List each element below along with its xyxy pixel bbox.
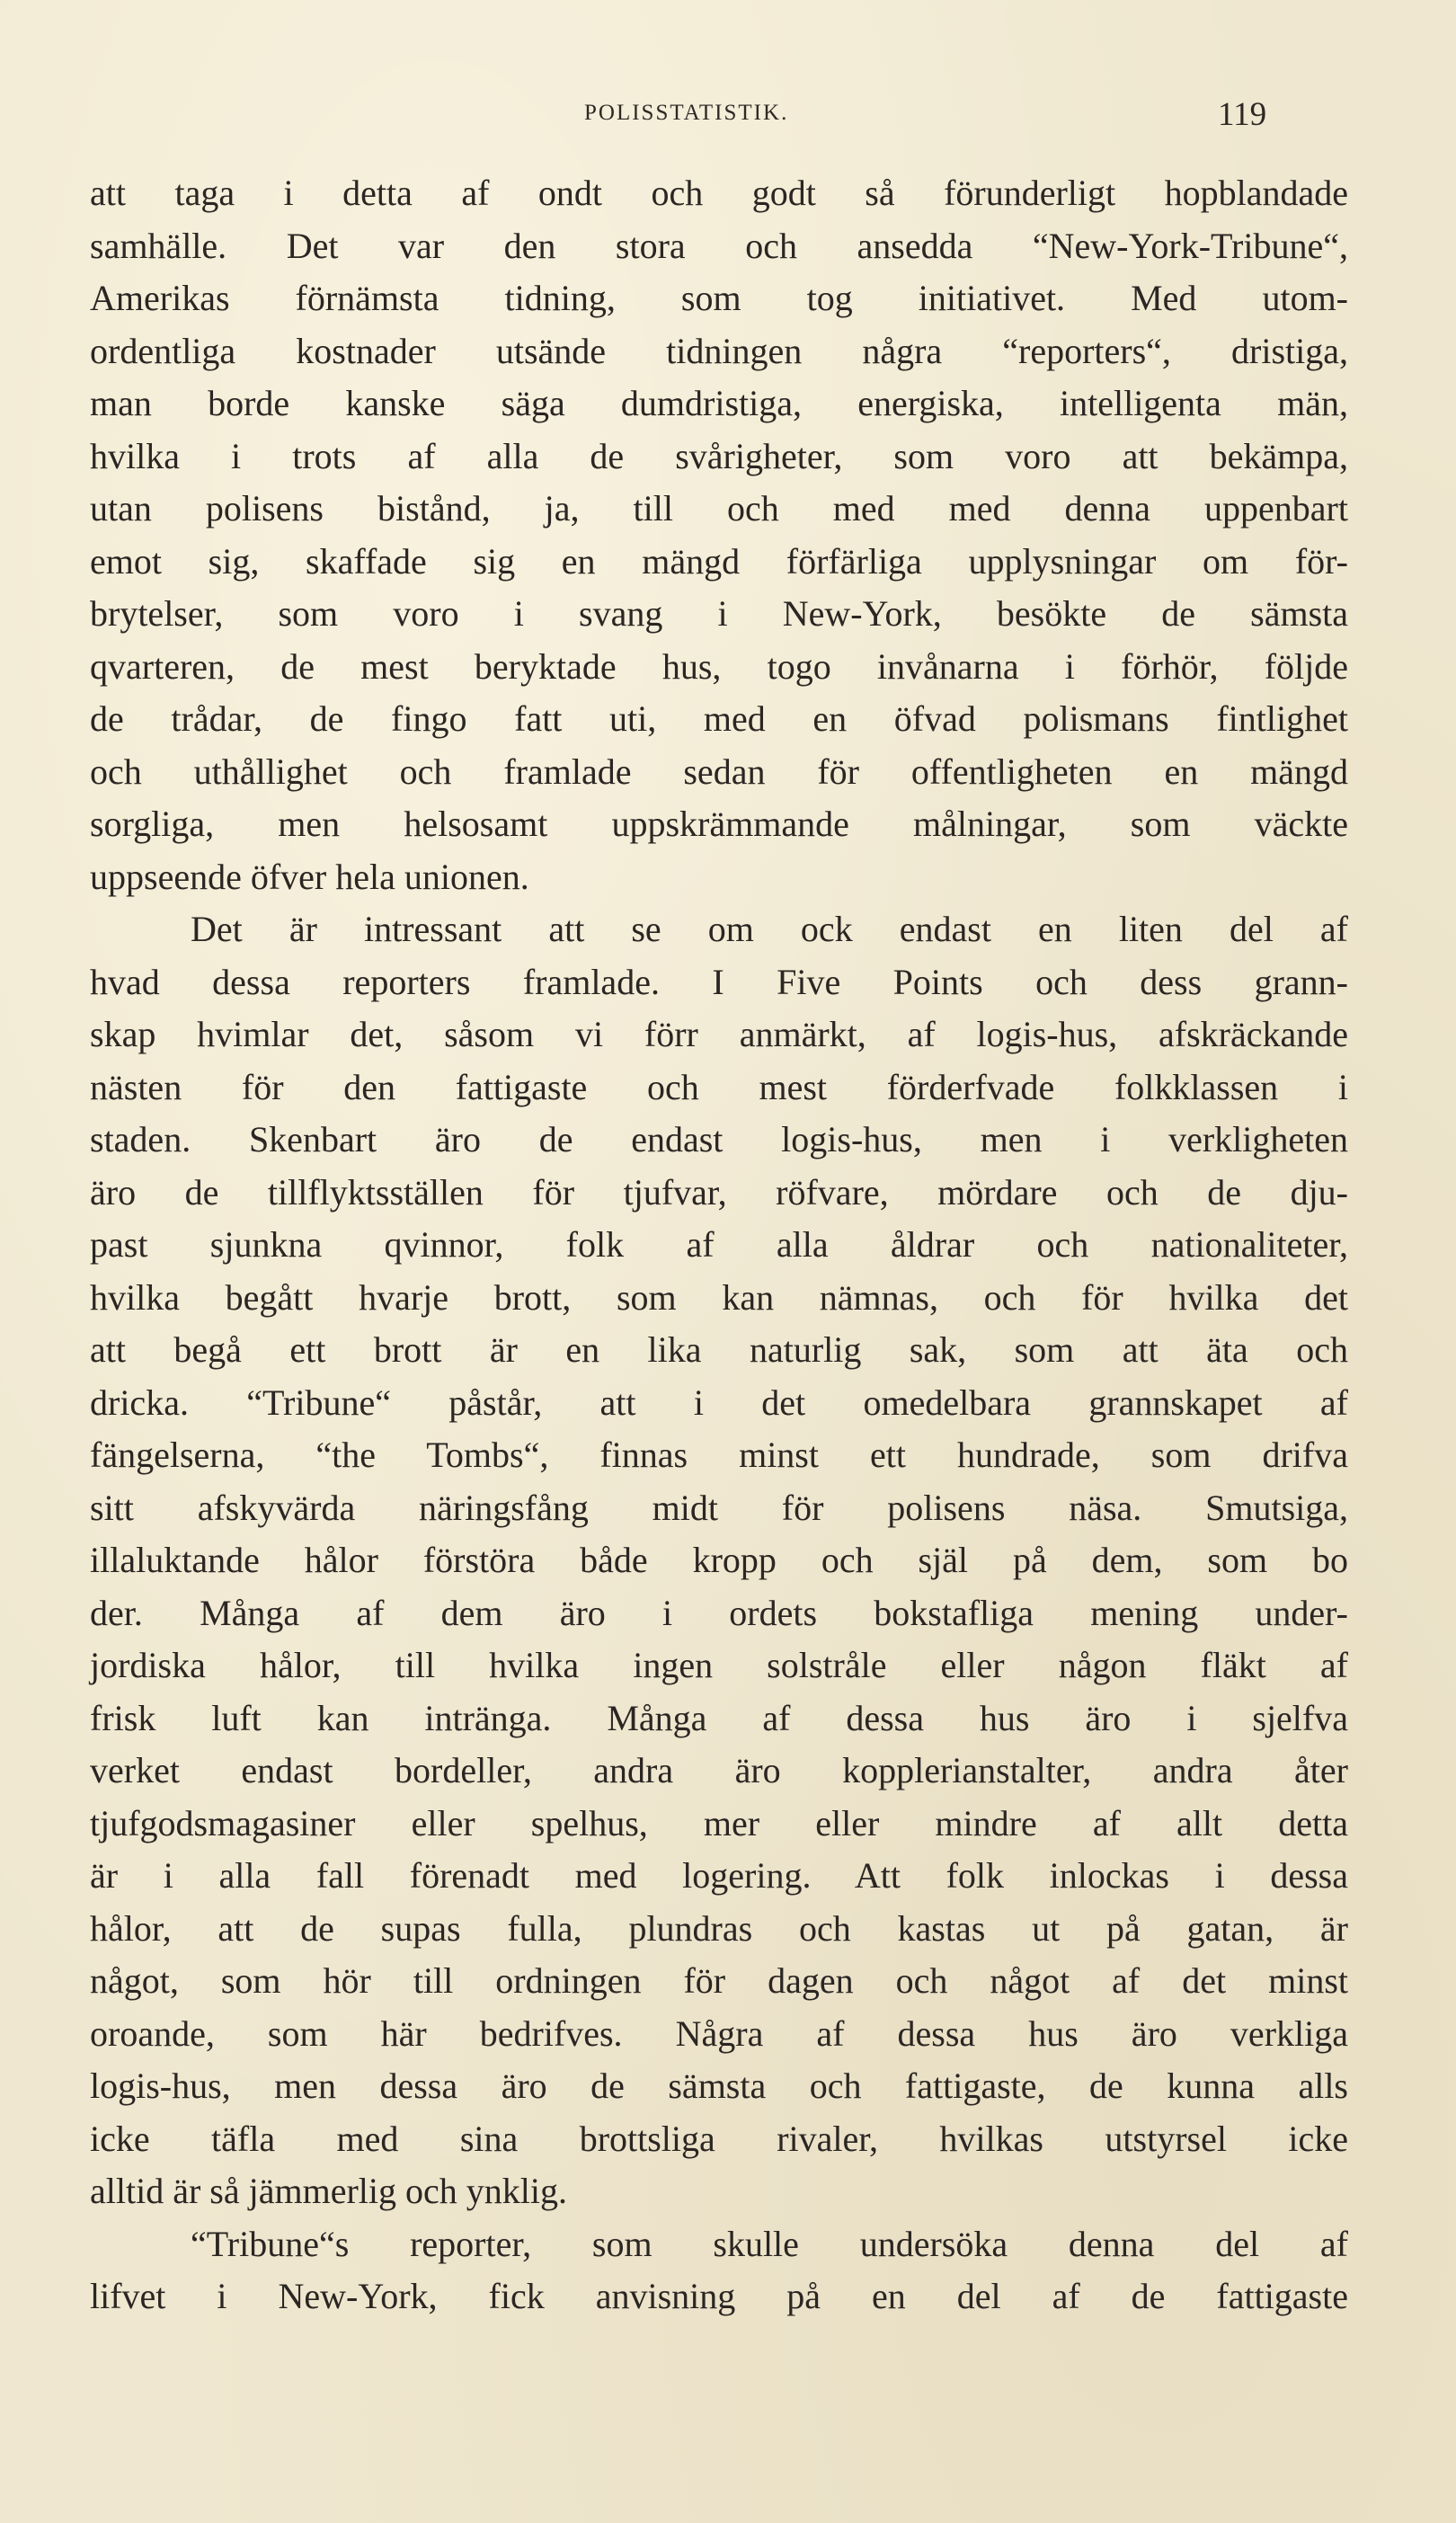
paragraph-end-line: uppseende öfver hela unionen. [90,856,529,897]
text-line: är i alla fall förenadt med logering. Att folk inlockas i dessa [90,1855,1348,1896]
text-line: logis-hus, men dessa äro de sämsta och fattigaste, de kunna alls [90,2065,1348,2106]
text-line: brytelser, som voro i svang i New-York, besökte de sämsta [90,593,1348,634]
text-line: sitt afskyvärda näringsfång midt för polisens näsa. Smutsiga, [90,1487,1348,1528]
text-line: nästen för den fattigaste och mest förderfvade folkklassen i [90,1066,1348,1107]
text-line: jordiska hålor, till hvilka ingen solstråle eller någon fläkt af [90,1645,1348,1685]
text-line: att begå ett brott är en lika naturlig sak, som att äta och [90,1329,1348,1370]
text-line: att taga i detta af ondt och godt så förunderligt hopblandade [90,173,1348,213]
body-text [90,167,1348,2323]
text-line: ordentliga kostnader utsände tidningen några “reporters“, dristiga, [90,330,1348,371]
text-line: qvarteren, de mest beryktade hus, togo invånarna i förhör, följde [90,645,1348,687]
text-line: hvilka i trots af alla de svårigheter, som voro att bekämpa, [90,435,1348,476]
text-line: icke täfla med sina brottsliga rivaler, hvilkas utstyrsel icke [90,2118,1348,2159]
text-line: och uthållighet och framlade sedan för offentligheten en mängd [90,751,1348,792]
text-line: verket endast bordeller, andra äro kopplerianstalter, andra åter [90,1750,1348,1790]
paragraph-start-line: Det är intressant att se om ock endast en liten del af [191,909,1348,949]
text-line: de trådar, de fingo fatt uti, med en öfvad polismans fintlighet [90,698,1348,739]
text-line: hålor, att de supas fulla, plundras och kastas ut på gatan, är [90,1907,1348,1949]
text-line: något, som hör till ordningen för dagen och något af det minst [90,1960,1348,2001]
text-line: skap hvimlar det, såsom vi förr anmärkt, af logis-hus, afskräckande [90,1014,1348,1054]
text-line: lifvet i New-York, fick anvisning på en del af de fattigaste [90,2276,1348,2316]
page-number: 119 [1218,96,1267,133]
text-line: der. Många af dem äro i ordets bokstafliga mening under- [90,1592,1348,1633]
text-line: sorgliga, men helsosamt uppskrämmande målningar, som väckte [90,804,1348,844]
text-line: man borde kanske säga dumdristiga, energiska, intelligenta män, [90,383,1348,423]
running-title: POLISSTATISTIK. [584,101,789,125]
text-line: dricka. “Tribune“ påstår, att i det omedelbara grannskapet af [90,1381,1348,1423]
text-line: hvad dessa reporters framlade. I Five Points och dess grann- [90,961,1348,1002]
text-line: samhälle. Det var den stora och ansedda “New-York-Tribune“, [90,225,1348,266]
paragraph-end-line: alltid är så jämmerlig och ynklig. [90,2171,567,2211]
text-line: past sjunkna qvinnor, folk af alla åldrar och nationaliteter, [90,1224,1348,1265]
text-line: fängelserna, “the Tombs“, finnas minst ett hundrade, som drifva [90,1435,1348,1475]
running-head [0,97,1456,133]
paragraph-start-line: “Tribune“s reporter, som skulle undersöka denna del af [191,2223,1348,2264]
text-line: emot sig, skaffade sig en mängd förfärliga upplysningar om för- [90,540,1348,582]
text-line: oroande, som här bedrifves. Några af dessa hus äro verkliga [90,2012,1348,2054]
text-line: tjufgodsmagasiner eller spelhus, mer eller mindre af allt detta [90,1802,1348,1843]
text-line: staden. Skenbart äro de endast logis-hus, men i verkligheten [90,1119,1348,1159]
text-line: hvilka begått hvarje brott, som kan nämnas, och för hvilka det [90,1276,1348,1318]
text-line: frisk luft kan inträngа. Många af dessa hus äro i sjelfva [90,1697,1348,1738]
text-line: utan polisens bistånd, ja, till och med med denna uppenbart [90,488,1348,529]
text-line: Amerikas förnämsta tidning, som tog initiativet. Med utom- [90,278,1348,318]
text-line: illaluktande hålor förstöra både kropp och själ på dem, som bo [90,1540,1348,1580]
text-line: äro de tillflyktsställen för tjufvar, röfvare, mördare och de dju- [90,1171,1348,1213]
